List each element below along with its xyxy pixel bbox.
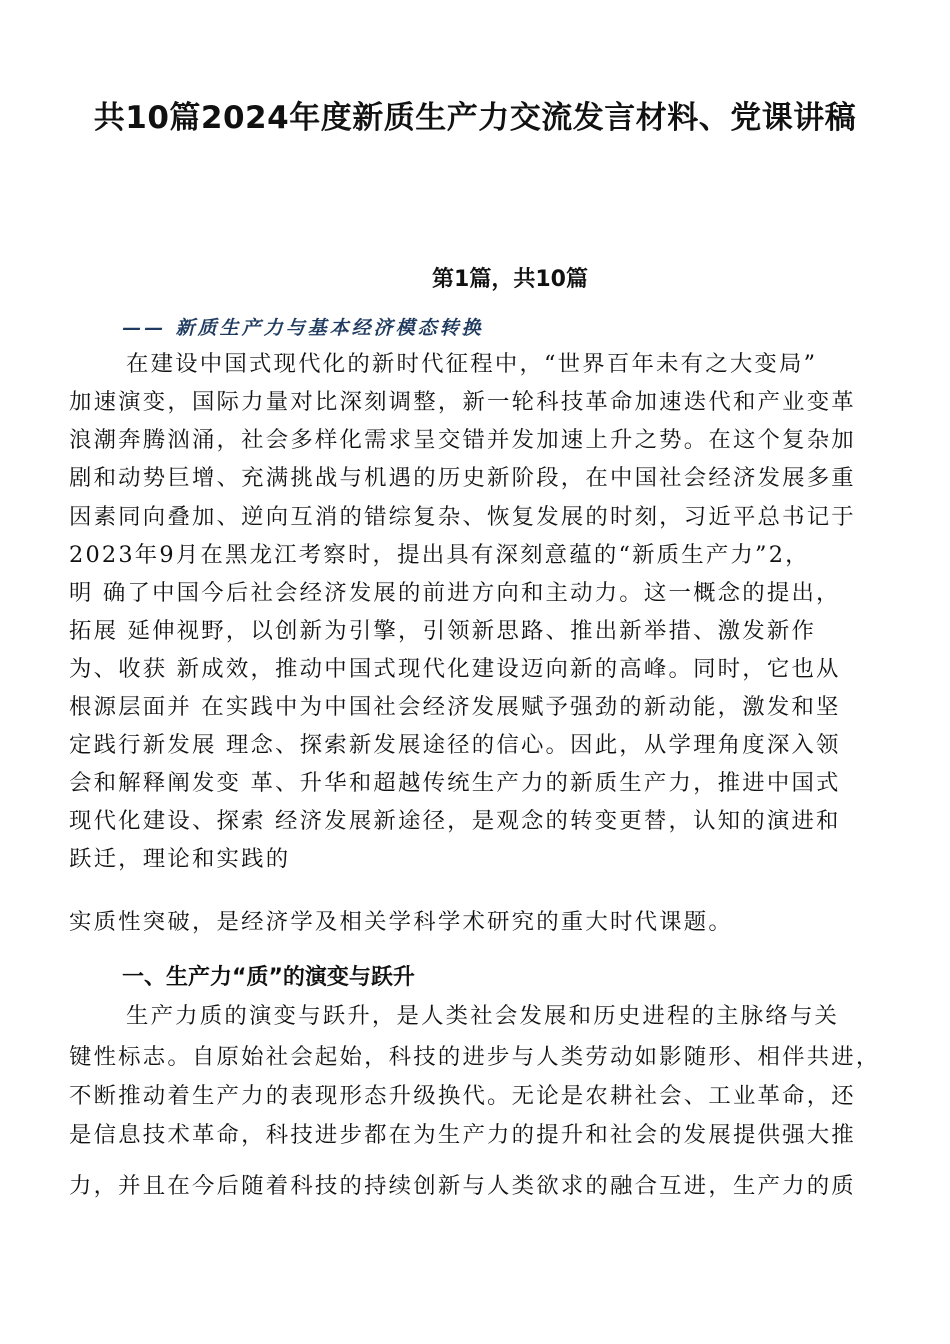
body-line: 因素同向叠加、逆向互消的错综复杂、恢复发展的时刻，习近平总书记于 (69, 504, 856, 530)
body-line: 拓展 延伸视野，以创新为引擎，引领新思路、推出新举措、激发新作 (69, 618, 817, 644)
body-line: 加速演变，国际力量对比深刻调整，新一轮科技革命加速迭代和产业变革 (69, 389, 856, 415)
body-line: 剧和动势巨增、充满挑战与机遇的历史新阶段，在中国社会经济发展多重 (69, 465, 856, 491)
body-line: 会和解释阐发变 革、升华和超越传统生产力的新质生产力，推进中国式 (69, 770, 841, 796)
body-line: 明 确了中国今后社会经济发展的前进方向和主动力。这一概念的提出， (69, 580, 841, 606)
part-heading: 第1篇，共10篇 (432, 267, 588, 292)
body-line: 现代化建设、探索 经济发展新途径，是观念的转变更替，认知的演进和 (69, 808, 841, 834)
body-line: 为、收获 新成效，推动中国式现代化建设迈向新的高峰。同时，它也从 (69, 656, 841, 682)
body-line: 键性标志。自原始社会起始，科技的进步与人类劳动如影随形、相伴共进， (69, 1044, 881, 1070)
body-line: 浪潮奔腾汹涌，社会多样化需求呈交错并发加速上升之势。在这个复杂加 (69, 427, 856, 453)
body-line: 跃迁，理论和实践的 (69, 846, 291, 872)
body-line: 2023年9月在黑龙江考察时，提出具有深刻意蕴的“新质生产力”2， (69, 542, 810, 568)
subtitle: —— 新质生产力与基本经济模态转换 (122, 317, 484, 339)
body-line: 生产力质的演变与跃升，是人类社会发展和历史进程的主脉络与关 (126, 1003, 840, 1029)
body-line: 定践行新发展 理念、探索新发展途径的信心。因此，从学理角度深入领 (69, 732, 841, 758)
section-heading: 一、生产力“质”的演变与跃升 (122, 965, 415, 990)
body-line: 根源层面并 在实践中为中国社会经济发展赋予强劲的新动能，激发和坚 (69, 694, 841, 720)
body-line: 是信息技术革命，科技进步都在为生产力的提升和社会的发展提供强大推 (69, 1122, 856, 1148)
body-line: 不断推动着生产力的表现形态升级换代。无论是农耕社会、工业革命，还 (69, 1083, 856, 1109)
document-title: 共10篇2024年度新质生产力交流发言材料、党课讲稿 (93, 100, 857, 136)
body-line: 实质性突破，是经济学及相关学科学术研究的重大时代课题。 (69, 909, 733, 935)
body-line: 力，并且在今后随着科技的持续创新与人类欲求的融合互进，生产力的质 (69, 1173, 856, 1199)
body-line: 在建设中国式现代化的新时代征程中，“世界百年未有之大变局” (126, 351, 818, 377)
